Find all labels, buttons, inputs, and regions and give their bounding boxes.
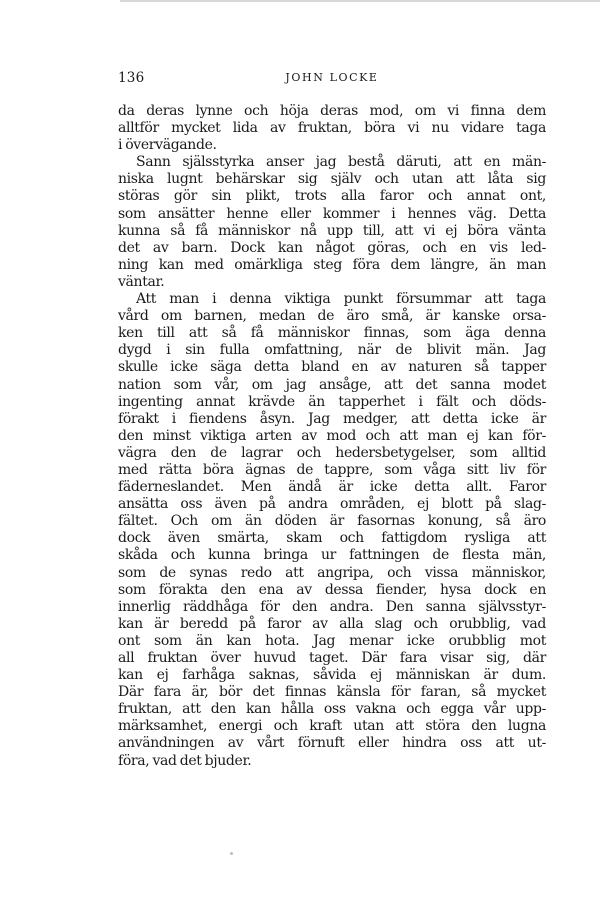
text-line: nation som vår, om jag ansåge, att det sanna modet <box>118 376 546 393</box>
text-line: ingenting annat krävde än tapperhet i fält och döds- <box>118 393 546 410</box>
text-line: som de synas redo att angripa, och vissa människor, <box>118 564 546 581</box>
text-line: skulle icke säga detta bland en av naturen så tapper <box>118 359 546 376</box>
print-speck <box>230 852 233 855</box>
scan-edge <box>120 0 600 2</box>
text-line: ont som än kan hota. Jag menar icke orubblig mot <box>118 632 546 649</box>
text-line: som förakta den ena av dessa fiender, hysa dock en <box>118 581 546 598</box>
text-line: märksamhet, energi och kraft utan att störa den lugna <box>118 718 546 735</box>
text-line: det av barn. Dock kan något göras, och en vis led- <box>118 239 546 256</box>
text-line: ansätta oss även på andra områden, ej blott på slag- <box>118 496 546 513</box>
page-number: 136 <box>118 70 145 86</box>
text-line: fäderneslandet. Men ändå är icke detta allt. Faror <box>118 479 546 496</box>
text-line: vård om barnen, medan de äro små, är kanske orsa- <box>118 308 546 325</box>
running-head: JOHN LOCKE <box>285 71 379 84</box>
text-line: den minst viktiga arten av mod och att man ej kan för- <box>118 427 546 444</box>
text-line: dygd i sin fulla omfattning, när de blivit män. Jag <box>118 342 546 359</box>
text-line: dock även smärta, skam och fattigdom rysliga att <box>118 530 546 547</box>
text-line: föra, vad det bjuder. <box>118 752 252 769</box>
text-line: kunna så få människor nå upp till, att vi ej böra vänta <box>118 222 546 239</box>
text-line: all fruktan över huvud taget. Där fara visar sig, där <box>118 650 546 666</box>
text-line: Där fara är, bör det finnas känsla för faran, så mycket <box>118 684 546 701</box>
text-line: Att man i denna viktiga punkt försummar att taga <box>136 291 546 308</box>
text-line: Sann själsstyrka anser jag bestå däruti, att en män- <box>136 154 546 171</box>
text-line: i övervägande. <box>118 137 217 154</box>
text-line: störas gör sin plikt, trots alla faror och annat ont, <box>118 188 546 205</box>
page-header <box>118 70 546 90</box>
text-line: ning kan med omärkliga steg föra dem längre, än man <box>118 256 546 273</box>
text-line: skåda och kunna bringa ur fattningen de flesta män, <box>118 547 546 564</box>
text-line: fruktan, att den kan hålla oss vakna och egga vår upp- <box>118 701 546 718</box>
text-line: kan ej farhåga saknas, såvida ej människan är dum. <box>118 667 546 684</box>
text-line: kan är beredd på faror av alla slag och orubblig, vad <box>118 615 546 632</box>
text-line: som ansätter henne eller kommer i hennes väg. Detta <box>118 205 546 222</box>
text-line: väntar. <box>118 273 165 290</box>
text-line: innerlig räddhåga för den andra. Den sanna självsstyr- <box>118 598 546 615</box>
text-line: alltför mycket lida av fruktan, böra vi nu vidare taga <box>118 120 546 137</box>
text-line: da deras lynne och höja deras mod, om vi finna dem <box>118 103 546 119</box>
text-line: med rätta böra ägnas de tappre, som våga sitt liv för <box>118 461 546 478</box>
text-line: vägra den de lagrar och hedersbetygelser, som alltid <box>118 444 546 461</box>
text-line: användningen av vårt förnuft eller hindra oss att ut- <box>118 735 546 752</box>
body-text <box>118 103 546 770</box>
text-line: förakt i fiendens åsyn. Jag medger, att detta icke är <box>118 410 546 427</box>
text-line: niska lugnt behärskar sig själv och utan att låta sig <box>118 171 546 188</box>
text-line: fältet. Och om än döden är fasornas konung, så äro <box>118 513 546 530</box>
text-line: ken till att så få människor finnas, som äga denna <box>118 325 546 342</box>
